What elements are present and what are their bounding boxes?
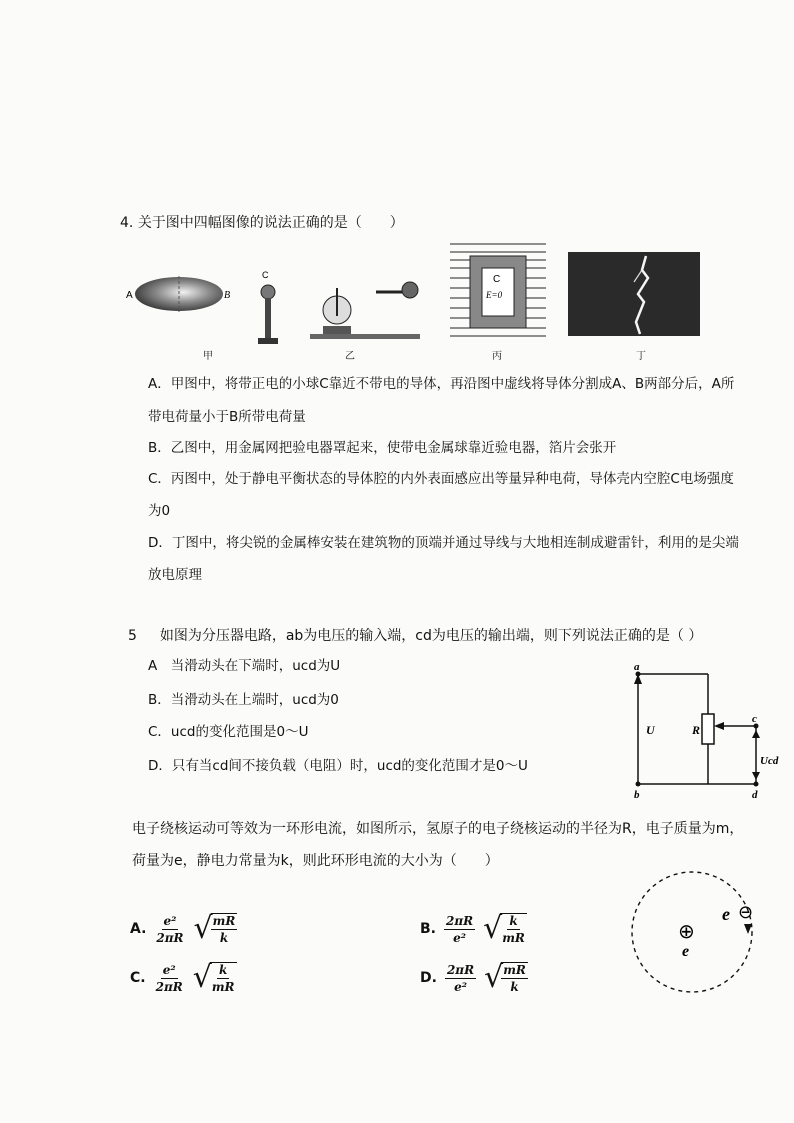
q6-option-c-fraction: $\frac{\text{e²}}{2\pi R}$	[155, 962, 183, 994]
label-b: b	[634, 789, 640, 800]
q6-option-b-letter: B.	[420, 921, 436, 937]
caption-ding: 丁	[636, 351, 646, 362]
q4-figure-jia	[124, 270, 234, 330]
cavity-label-c: C	[493, 274, 501, 285]
q6-option-d-sqrt: √ $\frac{mR}{k}$	[484, 960, 526, 995]
q4-figure-bing	[448, 238, 548, 344]
q4-option-b: B．乙图中，用金属网把验电器罩起来，使带电金属球靠近验电器，箔片会张开	[148, 440, 617, 456]
terminal-d	[754, 782, 759, 787]
q6-option-c-sqrt: √ $\frac{k}{mR}$	[192, 960, 235, 995]
q4-stem-text: 关于图中四幅图像的说法正确的是（ ）	[137, 215, 404, 231]
q6-option-a-letter: A.	[130, 921, 147, 937]
q6-option-a-sqrt: √ $\frac{mR}{k}$	[193, 911, 236, 946]
resistor-r	[702, 714, 714, 744]
q5-option-c: C．ucd的变化范围是0～U	[148, 724, 309, 740]
charged-ball-c	[261, 285, 275, 299]
slider-arrow	[714, 722, 724, 730]
q4-number: 4.	[120, 215, 134, 231]
q6-stem-line2: 荷量为e，静电力常量为k，则此环形电流的大小为（ ）	[132, 853, 499, 869]
q6-option-b-fraction: $\frac{2\pi R}{\text{e²}}$	[446, 913, 474, 945]
q5-number: 5	[128, 628, 137, 644]
q4-option-a-line2: 带电荷量小于B所带电荷量	[148, 409, 306, 425]
electron-label: e	[722, 904, 730, 924]
q6-option-d-letter: D.	[420, 970, 437, 986]
q5-option-d: D．只有当cd间不接负载（电阻）时，ucd的变化范围才是0～U	[148, 758, 528, 774]
lightning-photo	[568, 252, 700, 336]
electroscope-figure	[250, 268, 430, 348]
q6-option-b-sqrt: √ $\frac{k}{mR}$	[483, 911, 525, 946]
q4-option-d-line1: D．丁图中，将尖锐的金属棒安装在建筑物的顶端并通过导线与大地相连制成避雷针，利用的是尖端	[148, 535, 739, 551]
orbit-direction-arrow	[744, 924, 752, 934]
metal-mesh-plate	[310, 334, 420, 339]
q5-stem-text: 如图为分压器电路，ab为电压的输入端，cd为电压的输出端，则下列说法正确的是（ ）	[159, 628, 703, 644]
electron-icon: ⊖	[738, 902, 754, 923]
q5-circuit-diagram	[620, 660, 780, 800]
q4-stem	[120, 213, 404, 233]
q6-stem-line1: 电子绕核运动可等效为一环形电流，如图所示，氢原子的电子绕核运动的半径为R，电子质量为m，	[132, 821, 744, 837]
q4-option-a-line1: A．甲图中，将带正电的小球C靠近不带电的导体，再沿图中虚线将导体分割成A、B两部分后，A所	[148, 376, 735, 392]
q4-option-c-line2: 为0	[148, 503, 171, 519]
caption-bing: 丙	[492, 351, 502, 362]
label-ucd: Ucd	[760, 755, 779, 767]
q5-stem	[128, 626, 702, 646]
q6-option-a-fraction: $\frac{\text{e²}}{2\pi R}$	[156, 913, 184, 945]
cavity-conductor-figure	[448, 238, 548, 344]
label-u: U	[646, 723, 655, 737]
electron-orbit-diagram	[624, 870, 774, 1000]
dark-sky	[568, 252, 700, 336]
electroscope-base	[323, 326, 351, 334]
q6-option-c-letter: C.	[130, 970, 146, 986]
nucleus-icon: ⊕	[678, 919, 695, 943]
q4-figure-ding	[568, 252, 700, 336]
q6-option-d	[420, 962, 528, 994]
label-c: c	[752, 713, 757, 725]
q4-figure-yi	[250, 268, 430, 348]
q4-option-c-line1: C．丙图中，处于静电平衡状态的导体腔的内外表面感应出等量异种电荷，导体壳内空腔C电场强度	[148, 471, 734, 487]
label-b: B	[224, 290, 231, 301]
label-d: d	[752, 789, 758, 800]
label-r: R	[692, 723, 701, 737]
terminal-b	[636, 782, 641, 787]
label-c: C	[262, 270, 269, 280]
metal-ball	[402, 282, 418, 298]
cavity-label-e: E=0	[486, 290, 503, 300]
label-a: a	[634, 661, 640, 673]
q6-option-b	[420, 913, 527, 945]
caption-jia: 甲	[203, 351, 213, 362]
q4-option-d-line2: 放电原理	[148, 567, 202, 583]
q6-atom-diagram	[624, 870, 774, 1000]
insulating-stand	[265, 298, 271, 338]
nucleus-label: e	[682, 943, 690, 960]
q6-option-a	[130, 913, 237, 945]
voltage-divider-circuit	[620, 660, 780, 800]
q6-option-c	[130, 962, 237, 994]
caption-yi: 乙	[345, 351, 355, 362]
q5-option-a: A 当滑动头在下端时，ucd为U	[148, 658, 341, 674]
q6-option-d-fraction: $\frac{2\pi R}{\text{e²}}$	[446, 962, 475, 994]
stand-base	[258, 338, 278, 344]
conductor-figure	[124, 270, 234, 330]
label-a: A	[126, 290, 133, 301]
q5-option-b: B．当滑动头在上端时，ucd为0	[148, 692, 339, 708]
